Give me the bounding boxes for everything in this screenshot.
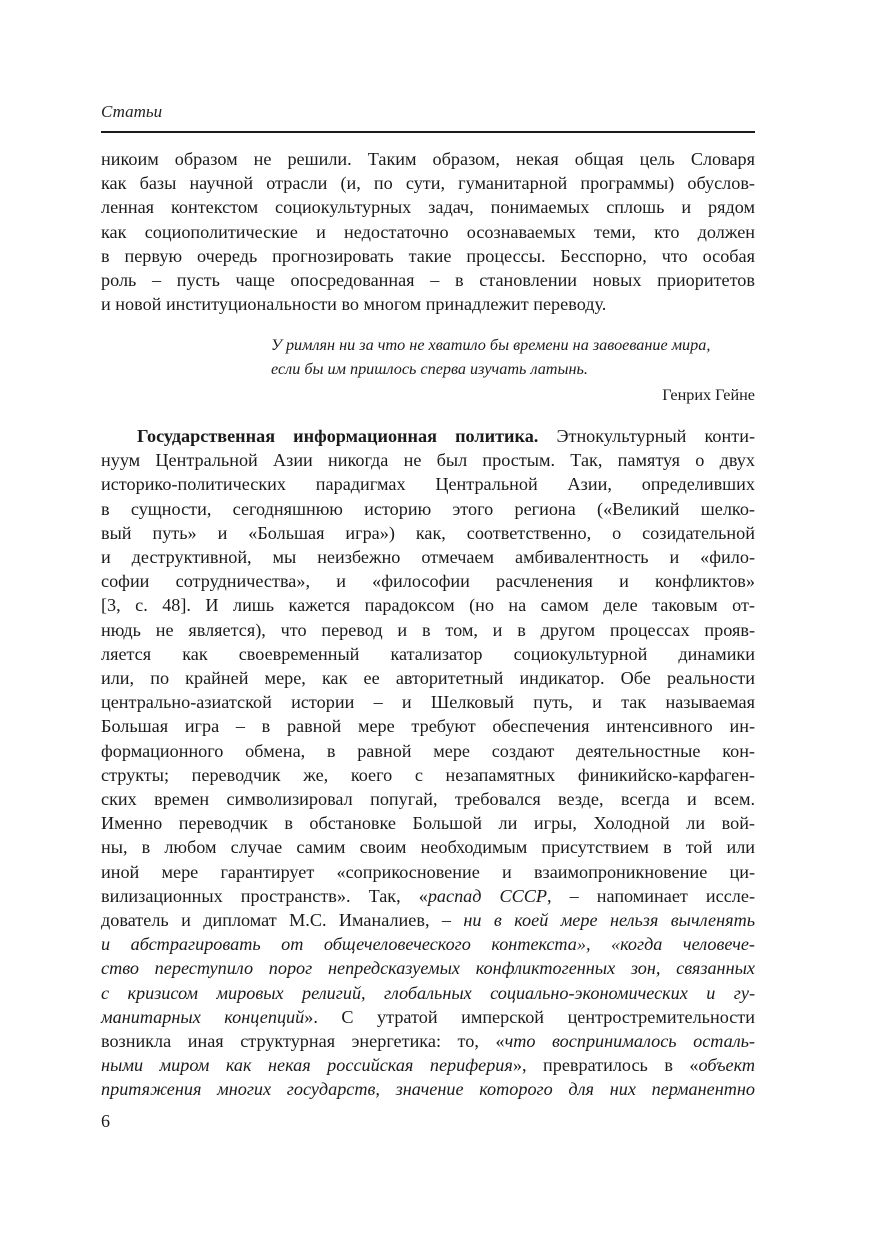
text-line: ляется как своевременный катализатор социокультурной динамики	[101, 643, 755, 664]
text-line: вый путь» и «Большая игра») как, соответственно, о созидательной	[101, 522, 755, 543]
text-fragment: », превратилось в «	[512, 1055, 699, 1076]
running-header: Статьи	[101, 102, 163, 121]
text-line: формационного обмена, в равной мере создают деятельностные кон-	[101, 740, 755, 761]
epigraph	[271, 333, 755, 407]
text-fragment: , – напоминает иссле-	[547, 885, 755, 906]
text-line: структы; переводчик же, коего с незапамятных финикийско-карфаген-	[101, 764, 755, 785]
text-line: как базы научной отрасли (и, по сути, гуманитарной программы) обуслов-	[101, 173, 755, 194]
epigraph-author: Генрих Гейне	[662, 386, 755, 404]
epigraph-quote-line: если бы им пришлось сперва изучать латынь.	[271, 360, 588, 378]
text-line: ских времен символизировал попугай, требовался везде, всегда и всем.	[101, 789, 755, 810]
text-line: нуум Центральной Азии никогда не был простым. Так, памятуя о двух	[101, 450, 755, 471]
text-line	[101, 1029, 755, 1053]
text-fragment-italic: что воспринималось осталь-	[504, 1031, 755, 1052]
text-line	[101, 1005, 755, 1029]
text-line: никоим образом не решили. Таким образом, некая общая цель Словаря	[101, 149, 755, 169]
header-rule	[101, 131, 755, 133]
text-line	[101, 884, 755, 908]
text-fragment: Этнокультурный конти-	[538, 426, 755, 446]
text-line: ленная контекстом социокультурных задач, понимаемых сплошь и рядом	[101, 197, 755, 218]
text-fragment: вилизационных пространств». Так, «	[101, 885, 428, 906]
text-line: ство переступило порог непредсказуемых конфликтогенных зон, связанных	[101, 958, 755, 979]
text-line: [3, с. 48]. И лишь кажется парадоксом (но на самом деле таковым от-	[101, 595, 755, 616]
text-fragment: возникла иная структурная энергетика: то, «	[101, 1031, 505, 1052]
text-fragment-italic: распад СССР	[427, 885, 548, 906]
text-line: Большая игра – в равной мере требуют обеспечения интенсивного ин-	[101, 716, 755, 737]
text-line: как социополитические и недостаточно осознаваемых теми, кто должен	[101, 221, 755, 242]
text-line: в первую очередь прогнозировать такие процессы. Бесспорно, что особая	[101, 245, 755, 266]
text-fragment: ». С утратой имперской центростремительности	[304, 1006, 755, 1027]
page-number: 6	[101, 1111, 110, 1131]
text-line	[101, 1053, 755, 1077]
text-line: и абстрагировать от общечеловеческого контекста», «когда человече-	[101, 934, 755, 955]
text-line	[101, 424, 755, 448]
text-fragment: дователь и дипломат М.С. Иманалиев, –	[101, 910, 464, 931]
text-line: и деструктивной, мы неизбежно отмечаем амбивалентность и «фило-	[101, 547, 755, 568]
text-fragment-italic: объект	[698, 1055, 755, 1076]
text-line: историко-политических парадигмах Центральной Азии, определивших	[101, 474, 755, 495]
text-line: нюдь не является), что перевод и в том, и в другом процессах прояв-	[101, 619, 755, 640]
text-line: Именно переводчик в обстановке Большой ли игры, Холодной ли вой-	[101, 813, 755, 834]
text-line: софии сотрудничества», и «философии расчленения и конфликтов»	[101, 571, 755, 592]
text-line: иной мере гарантирует «соприкосновение и взаимопроникновение ци-	[101, 861, 755, 882]
text-line: в сущности, сегодняшнюю историю этого региона («Великий шелко-	[101, 498, 755, 519]
text-line	[101, 908, 755, 932]
intro-paragraph	[101, 147, 755, 316]
text-line: роль – пусть чаще опосредованная – в становлении новых приоритетов	[101, 270, 755, 291]
text-line: с кризисом мировых религий, глобальных социально-экономических и гу-	[101, 982, 755, 1003]
section-paragraph	[101, 424, 755, 1102]
epigraph-quote-line: У римлян ни за что не хватило бы времени на завоевание мира,	[271, 336, 711, 354]
text-fragment-italic: ни в коей мере нельзя вычленять	[463, 910, 755, 931]
text-line: притяжения многих государств, значение которого для них перманентно	[101, 1079, 755, 1100]
text-line: центрально-азиатской истории – и Шелковый путь, и так называемая	[101, 692, 755, 713]
text-fragment-italic: ными миром как некая российская периферия	[101, 1055, 513, 1076]
section-heading: Государственная информационная политика.	[137, 426, 539, 446]
text-fragment-italic: манитарных концепций	[101, 1006, 305, 1027]
text-line: и новой институциональности во многом принадлежит переводу.	[101, 294, 607, 315]
text-line: ны, в любом случае самим своим необходимым присутствием в той или	[101, 837, 755, 858]
text-line: или, по крайней мере, как ее авторитетный индикатор. Обе реальности	[101, 668, 755, 689]
